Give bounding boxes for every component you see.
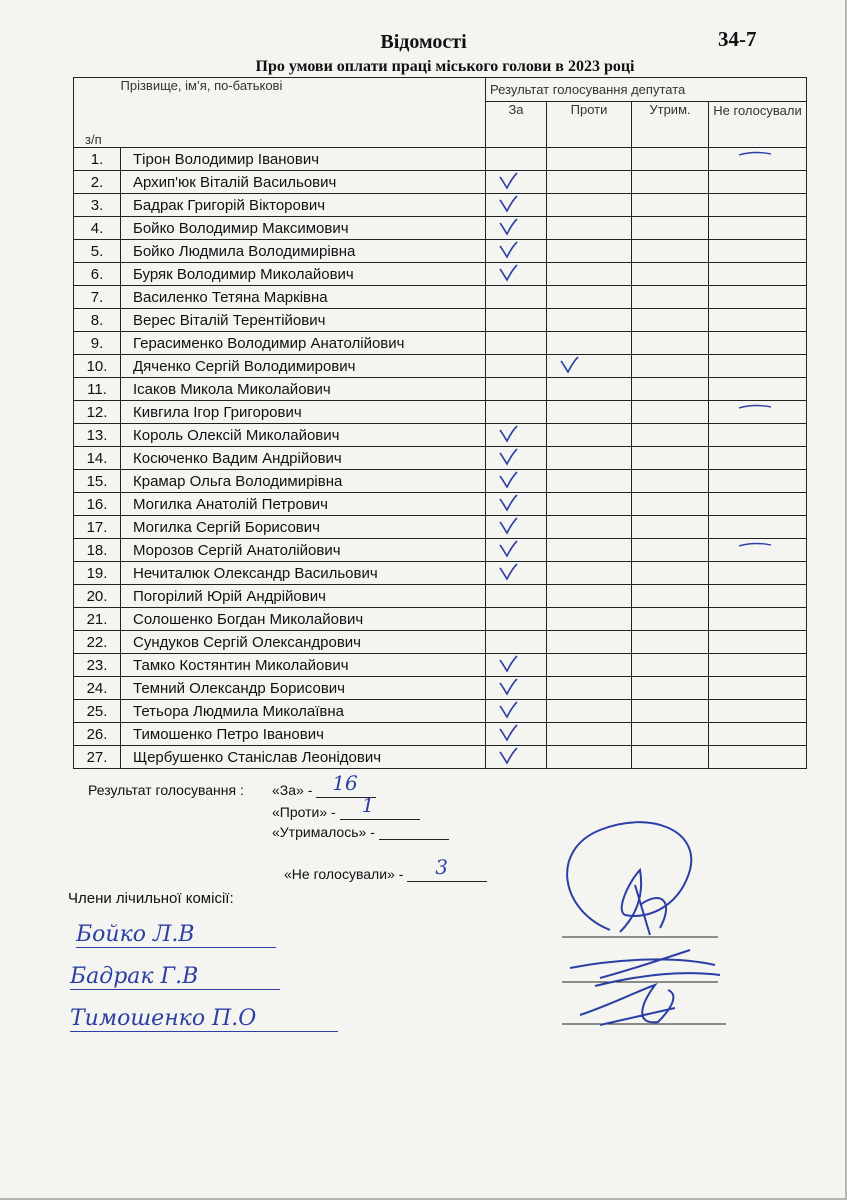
vote-cell-for bbox=[486, 194, 547, 217]
row-name: Косюченко Вадим Андрійович bbox=[121, 447, 486, 470]
signature-2-icon bbox=[570, 950, 720, 986]
table-row bbox=[74, 332, 807, 355]
checkmark-icon bbox=[559, 356, 579, 374]
vote-cell-not-voted bbox=[709, 493, 807, 516]
vote-cell-not-voted bbox=[709, 263, 807, 286]
table-row bbox=[74, 585, 807, 608]
vote-cell-not-voted bbox=[709, 585, 807, 608]
checkmark-icon bbox=[498, 701, 518, 719]
vote-cell-against bbox=[547, 723, 632, 746]
table-row bbox=[74, 539, 807, 562]
vote-cell-not-voted bbox=[709, 516, 807, 539]
table-row bbox=[74, 470, 807, 493]
vote-cell-abstain bbox=[632, 355, 709, 378]
checkmark-icon bbox=[498, 517, 518, 535]
row-name: Тетьора Людмила Миколаївна bbox=[121, 700, 486, 723]
row-name: Король Олексій Миколайович bbox=[121, 424, 486, 447]
signatures bbox=[540, 810, 740, 1040]
row-number: 12. bbox=[74, 401, 121, 424]
row-number: 10. bbox=[74, 355, 121, 378]
vote-cell-abstain bbox=[632, 470, 709, 493]
dash-icon bbox=[737, 539, 773, 551]
vote-cell-abstain bbox=[632, 723, 709, 746]
checkmark-icon bbox=[498, 241, 518, 259]
vote-cell-abstain bbox=[632, 539, 709, 562]
row-number: 1. bbox=[74, 148, 121, 171]
row-name: Кивгила Ігор Григорович bbox=[121, 401, 486, 424]
vote-cell-abstain bbox=[632, 286, 709, 309]
vote-cell-not-voted bbox=[709, 677, 807, 700]
row-number: 14. bbox=[74, 447, 121, 470]
vote-cell-against bbox=[547, 677, 632, 700]
table-row bbox=[74, 309, 807, 332]
row-number: 16. bbox=[74, 493, 121, 516]
dash-icon bbox=[737, 148, 773, 160]
checkmark-icon bbox=[498, 172, 518, 190]
table-row bbox=[74, 631, 807, 654]
row-number: 26. bbox=[74, 723, 121, 746]
vote-cell-not-voted bbox=[709, 309, 807, 332]
vote-cell-for bbox=[486, 447, 547, 470]
vote-cell-abstain bbox=[632, 677, 709, 700]
vote-cell-abstain bbox=[632, 194, 709, 217]
table-row bbox=[74, 516, 807, 539]
row-number: 18. bbox=[74, 539, 121, 562]
vote-cell-against bbox=[547, 654, 632, 677]
vote-cell-not-voted bbox=[709, 424, 807, 447]
vote-cell-abstain bbox=[632, 493, 709, 516]
vote-cell-not-voted bbox=[709, 447, 807, 470]
vote-cell-not-voted bbox=[709, 332, 807, 355]
vote-cell-against bbox=[547, 332, 632, 355]
vote-cell-abstain bbox=[632, 447, 709, 470]
document-title: Відомості bbox=[380, 31, 467, 53]
row-name: Могилка Сергій Борисович bbox=[121, 516, 486, 539]
row-name: Бадрак Григорій Вікторович bbox=[121, 194, 486, 217]
vote-cell-for bbox=[486, 677, 547, 700]
checkmark-icon bbox=[498, 425, 518, 443]
vote-cell-abstain bbox=[632, 585, 709, 608]
vote-cell-for bbox=[486, 723, 547, 746]
row-number: 22. bbox=[74, 631, 121, 654]
vote-cell-not-voted bbox=[709, 631, 807, 654]
against-blank bbox=[340, 793, 420, 820]
row-name: Сундуков Сергій Олександрович bbox=[121, 631, 486, 654]
vote-cell-abstain bbox=[632, 148, 709, 171]
row-number: 20. bbox=[74, 585, 121, 608]
vote-cell-abstain bbox=[632, 332, 709, 355]
vote-cell-not-voted bbox=[709, 562, 807, 585]
vote-cell-against bbox=[547, 447, 632, 470]
table-row bbox=[74, 194, 807, 217]
vote-cell-for bbox=[486, 470, 547, 493]
checkmark-icon bbox=[498, 494, 518, 512]
row-name: Тамко Костянтин Миколайович bbox=[121, 654, 486, 677]
table-row bbox=[74, 723, 807, 746]
table-row bbox=[74, 493, 807, 516]
table-row bbox=[74, 286, 807, 309]
not-voted-label: «Не голосували» - bbox=[284, 866, 404, 882]
vote-cell-for bbox=[486, 378, 547, 401]
vote-cell-abstain bbox=[632, 700, 709, 723]
vote-cell-abstain bbox=[632, 263, 709, 286]
row-number: 3. bbox=[74, 194, 121, 217]
table-row bbox=[74, 240, 807, 263]
vote-cell-not-voted bbox=[709, 654, 807, 677]
checkmark-icon bbox=[498, 471, 518, 489]
vote-cell-against bbox=[547, 263, 632, 286]
vote-cell-not-voted bbox=[709, 700, 807, 723]
row-name: Могилка Анатолій Петрович bbox=[121, 493, 486, 516]
header-for: За bbox=[486, 102, 547, 148]
vote-cell-abstain bbox=[632, 309, 709, 332]
vote-cell-against bbox=[547, 700, 632, 723]
row-name: Архип'юк Віталій Васильович bbox=[121, 171, 486, 194]
vote-cell-abstain bbox=[632, 562, 709, 585]
vote-cell-for bbox=[486, 355, 547, 378]
table-row bbox=[74, 746, 807, 769]
row-name: Буряк Володимир Миколайович bbox=[121, 263, 486, 286]
vote-cell-against bbox=[547, 286, 632, 309]
vote-cell-for bbox=[486, 171, 547, 194]
vote-cell-for bbox=[486, 286, 547, 309]
vote-cell-for bbox=[486, 516, 547, 539]
vote-cell-for bbox=[486, 585, 547, 608]
vote-cell-for bbox=[486, 746, 547, 769]
vote-cell-against bbox=[547, 355, 632, 378]
against-label: «Проти» - bbox=[272, 804, 336, 820]
checkmark-icon bbox=[498, 655, 518, 673]
table-row bbox=[74, 677, 807, 700]
vote-cell-against bbox=[547, 493, 632, 516]
row-name: Крамар Ольга Володимирівна bbox=[121, 470, 486, 493]
against-count: 1 bbox=[361, 793, 375, 817]
table-row bbox=[74, 608, 807, 631]
table-row bbox=[74, 378, 807, 401]
header-not-voted: Не голосували bbox=[709, 102, 807, 148]
row-number: 7. bbox=[74, 286, 121, 309]
vote-cell-abstain bbox=[632, 378, 709, 401]
vote-cell-abstain bbox=[632, 516, 709, 539]
signature-3-icon bbox=[580, 985, 675, 1025]
checkmark-icon bbox=[498, 747, 518, 765]
vote-cell-not-voted bbox=[709, 171, 807, 194]
commission-member-1: Бойко Л.В bbox=[76, 922, 276, 948]
vote-cell-for bbox=[486, 700, 547, 723]
row-name: Герасименко Володимир Анатолійович bbox=[121, 332, 486, 355]
vote-cell-abstain bbox=[632, 608, 709, 631]
abstain-label: «Утрималось» - bbox=[272, 824, 375, 840]
row-number: 15. bbox=[74, 470, 121, 493]
header-abstain: Утрим. bbox=[632, 102, 709, 148]
vote-cell-against bbox=[547, 631, 632, 654]
vote-cell-abstain bbox=[632, 217, 709, 240]
vote-cell-not-voted bbox=[709, 470, 807, 493]
checkmark-icon bbox=[498, 563, 518, 581]
vote-cell-not-voted bbox=[709, 355, 807, 378]
vote-cell-abstain bbox=[632, 654, 709, 677]
row-number: 13. bbox=[74, 424, 121, 447]
not-voted-blank bbox=[407, 855, 487, 882]
vote-cell-against bbox=[547, 746, 632, 769]
vote-cell-for bbox=[486, 608, 547, 631]
vote-cell-against bbox=[547, 309, 632, 332]
vote-cell-against bbox=[547, 562, 632, 585]
row-name: Бойко Людмила Володимирівна bbox=[121, 240, 486, 263]
dash-icon bbox=[737, 401, 773, 413]
row-number: 19. bbox=[74, 562, 121, 585]
vote-cell-against bbox=[547, 171, 632, 194]
header-result: Результат голосування депутата bbox=[486, 78, 807, 102]
table-row bbox=[74, 424, 807, 447]
vote-cell-not-voted bbox=[709, 286, 807, 309]
vote-cell-for bbox=[486, 401, 547, 424]
vote-cell-for bbox=[486, 309, 547, 332]
vote-cell-not-voted bbox=[709, 539, 807, 562]
vote-cell-against bbox=[547, 539, 632, 562]
row-name: Щербушенко Станіслав Леонідович bbox=[121, 746, 486, 769]
row-number: 8. bbox=[74, 309, 121, 332]
vote-cell-against bbox=[547, 378, 632, 401]
vote-cell-not-voted bbox=[709, 148, 807, 171]
vote-cell-abstain bbox=[632, 401, 709, 424]
vote-cell-against bbox=[547, 194, 632, 217]
table-row bbox=[74, 217, 807, 240]
vote-cell-for bbox=[486, 493, 547, 516]
checkmark-icon bbox=[498, 448, 518, 466]
checkmark-icon bbox=[498, 724, 518, 742]
vote-cell-not-voted bbox=[709, 240, 807, 263]
for-count: 16 bbox=[332, 771, 358, 795]
row-number: 6. bbox=[74, 263, 121, 286]
row-name: Солошенко Богдан Миколайович bbox=[121, 608, 486, 631]
row-name: Морозов Сергій Анатолійович bbox=[121, 539, 486, 562]
row-name: Темний Олександр Борисович bbox=[121, 677, 486, 700]
vote-cell-for bbox=[486, 263, 547, 286]
document-subtitle: Про умови оплати праці міського голови в 2023 році bbox=[255, 58, 635, 75]
row-name: Тимошенко Петро Іванович bbox=[121, 723, 486, 746]
vote-cell-for bbox=[486, 424, 547, 447]
table-row bbox=[74, 562, 807, 585]
vote-cell-against bbox=[547, 217, 632, 240]
vote-cell-against bbox=[547, 424, 632, 447]
vote-cell-not-voted bbox=[709, 723, 807, 746]
vote-cell-abstain bbox=[632, 240, 709, 263]
vote-cell-abstain bbox=[632, 171, 709, 194]
vote-cell-not-voted bbox=[709, 401, 807, 424]
row-number: 2. bbox=[74, 171, 121, 194]
row-number: 24. bbox=[74, 677, 121, 700]
table-row bbox=[74, 263, 807, 286]
vote-table-body bbox=[74, 148, 807, 769]
header-against: Проти bbox=[547, 102, 632, 148]
header-name: Прізвище, ім’я, по-батькові bbox=[121, 78, 486, 148]
vote-cell-not-voted bbox=[709, 746, 807, 769]
row-number: 9. bbox=[74, 332, 121, 355]
row-name: Бойко Володимир Максимович bbox=[121, 217, 486, 240]
commission-member-3: Тимошенко П.О bbox=[70, 1006, 338, 1032]
row-name: Дяченко Сергій Володимирович bbox=[121, 355, 486, 378]
checkmark-icon bbox=[498, 218, 518, 236]
vote-cell-for bbox=[486, 148, 547, 171]
row-name: Нечиталюк Олександр Васильович bbox=[121, 562, 486, 585]
vote-cell-against bbox=[547, 516, 632, 539]
vote-cell-against bbox=[547, 585, 632, 608]
table-row bbox=[74, 654, 807, 677]
document-number: 34-7 bbox=[718, 27, 757, 51]
table-row bbox=[74, 148, 807, 171]
vote-cell-for bbox=[486, 654, 547, 677]
row-number: 23. bbox=[74, 654, 121, 677]
vote-cell-abstain bbox=[632, 424, 709, 447]
table-row bbox=[74, 401, 807, 424]
row-name: Тірон Володимир Іванович bbox=[121, 148, 486, 171]
row-number: 11. bbox=[74, 378, 121, 401]
vote-cell-for bbox=[486, 562, 547, 585]
signature-1-icon bbox=[567, 822, 691, 935]
row-number: 5. bbox=[74, 240, 121, 263]
table-row bbox=[74, 171, 807, 194]
vote-cell-for bbox=[486, 332, 547, 355]
vote-cell-not-voted bbox=[709, 194, 807, 217]
checkmark-icon bbox=[498, 540, 518, 558]
row-name: Верес Віталій Терентійович bbox=[121, 309, 486, 332]
table-row bbox=[74, 447, 807, 470]
vote-cell-abstain bbox=[632, 746, 709, 769]
checkmark-icon bbox=[498, 678, 518, 696]
vote-cell-against bbox=[547, 148, 632, 171]
table-row bbox=[74, 355, 807, 378]
commission-member-2: Бадрак Г.В bbox=[70, 964, 280, 990]
vote-cell-against bbox=[547, 240, 632, 263]
vote-cell-for bbox=[486, 240, 547, 263]
row-name: Погорілий Юрій Андрійович bbox=[121, 585, 486, 608]
row-number: 25. bbox=[74, 700, 121, 723]
vote-cell-for bbox=[486, 217, 547, 240]
results-label: Результат голосування : bbox=[88, 782, 244, 798]
row-number: 4. bbox=[74, 217, 121, 240]
vote-cell-against bbox=[547, 401, 632, 424]
vote-cell-for bbox=[486, 631, 547, 654]
commission-label: Члени лічильної комісії: bbox=[68, 890, 234, 907]
for-label: «За» - bbox=[272, 782, 313, 798]
row-number: 17. bbox=[74, 516, 121, 539]
table-row bbox=[74, 700, 807, 723]
vote-cell-not-voted bbox=[709, 608, 807, 631]
row-number: 27. bbox=[74, 746, 121, 769]
checkmark-icon bbox=[498, 264, 518, 282]
vote-cell-not-voted bbox=[709, 378, 807, 401]
row-number: 21. bbox=[74, 608, 121, 631]
abstain-blank bbox=[379, 825, 449, 840]
vote-cell-abstain bbox=[632, 631, 709, 654]
vote-table bbox=[73, 77, 807, 769]
vote-cell-against bbox=[547, 608, 632, 631]
row-name: Ісаков Микола Миколайович bbox=[121, 378, 486, 401]
vote-cell-not-voted bbox=[709, 217, 807, 240]
vote-cell-against bbox=[547, 470, 632, 493]
row-name: Василенко Тетяна Марківна bbox=[121, 286, 486, 309]
vote-cell-for bbox=[486, 539, 547, 562]
header-number: з/п bbox=[74, 78, 121, 148]
checkmark-icon bbox=[498, 195, 518, 213]
not-voted-count: 3 bbox=[435, 855, 448, 879]
